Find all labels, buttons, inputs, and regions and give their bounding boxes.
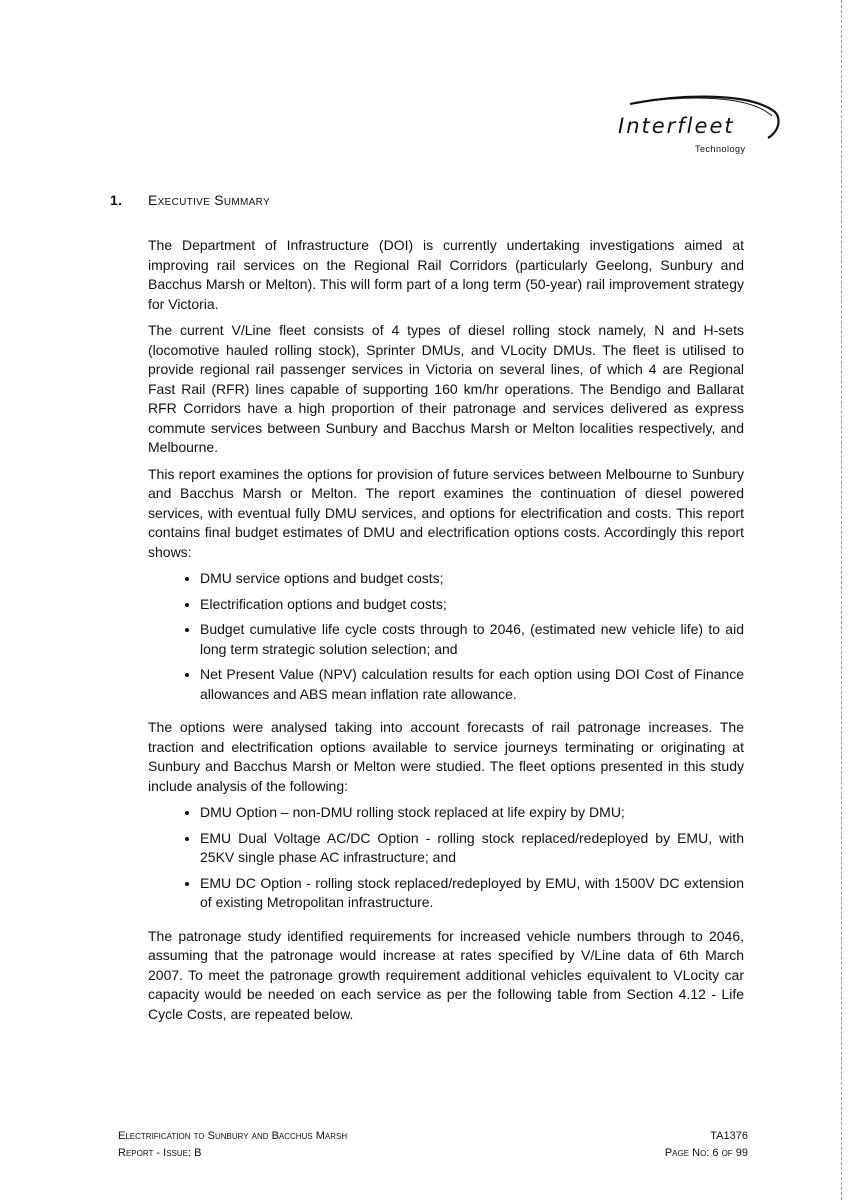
logo-wordmark: Interfleet: [618, 114, 735, 138]
list-item: • DMU service options and budget costs;: [200, 569, 744, 589]
list-item: • EMU DC Option - rolling stock replaced/redeployed by EMU, with 1500V DC extension of existing Metropolitan infrastructure.: [200, 874, 744, 913]
footer-left: [118, 1128, 347, 1162]
paragraph-patronage: The patronage study identified requirements for increased vehicle numbers through to 2046, assuming that the patronage would increase at rates specified by V/Line data of 6th March 2007. To meet the patronage growth requirement additional vehicles equivalent to VLocity car capacity would be needed on each service as per the following table from Section 4.12 - Life Cycle Costs, are repeated below.: [148, 927, 744, 1022]
interfleet-logo: [600, 90, 790, 160]
list-item: • DMU Option – non-DMU rolling stock replaced at life expiry by DMU;: [200, 803, 744, 823]
footer-page-number: Page No: 6 of 99: [664, 1147, 748, 1159]
list-item: • Electrification options and budget costs;: [200, 595, 744, 615]
paragraph-report-scope: This report examines the options for provision of future services between Melbourne to Sunbury and Bacchus Marsh or Melton. The report examines the continuation of diesel powered services, with eventual fully DMU services, and options for electrification and costs. This report contains final budget estimates of DMU and electrification options costs. Accordingly this report shows:: [148, 465, 744, 560]
paragraph-fleet: The current V/Line fleet consists of 4 types of diesel rolling stock namely, N and H-sets (locomotive hauled rolling stock), Sprinter DMUs, and VLocity DMUs. The fleet is utilised to provide regional rail passenger services in Victoria on several lines, of which 4 are Regional Fast Rail (RFR) lines capable of supporting 160 km/hr operations. The Bendigo and Ballarat RFR Corridors have a high proportion of their patronage and services delivered as express commute services between Sunbury and Bacchus Marsh or Melton localities respectively, and Melbourne.: [148, 322, 744, 455]
paragraph-options: The options were analysed taking into account forecasts of rail patronage increases. The traction and electrification options available to service journeys terminating or originating at Sunbury and Bacchus Marsh or Melton were studied. The fleet options presented in this study include analysis of the following:: [148, 719, 744, 794]
logo-subtitle: Technology: [695, 144, 746, 154]
report-contents-list: [148, 569, 744, 704]
list-item: • Net Present Value (NPV) calculation results for each option using DOI Cost of Finance allowances and ABS mean inflation rate allowance.: [200, 665, 744, 704]
footer-issue: Report - Issue: B: [118, 1147, 202, 1159]
section-heading: [110, 192, 270, 208]
fleet-options-list: [148, 803, 744, 913]
list-item: • EMU Dual Voltage AC/DC Option - rolling stock replaced/redeployed by EMU, with 25KV single phase AC infrastructure; and: [200, 829, 744, 868]
section-title: Executive Summary: [148, 192, 270, 208]
paragraph-intro: The Department of Infrastructure (DOI) is currently undertaking investigations aimed at improving rail services on the Regional Rail Corridors (particularly Geelong, Sunbury and Bacchus Marsh or Melton). This will form part of a long term (50-year) rail improvement strategy for Victoria.: [148, 237, 744, 312]
footer-right: [665, 1128, 748, 1162]
footer-report-title: Electrification to Sunbury and Bacchus Marsh: [118, 1130, 348, 1142]
footer-doc-number: TA1376: [710, 1130, 748, 1142]
list-item: • Budget cumulative life cycle costs through to 2046, (estimated new vehicle life) to aid long term strategic solution selection; and: [200, 620, 744, 659]
section-number: 1.: [110, 192, 123, 208]
page-edge-line: [840, 0, 842, 1200]
body-content: [148, 236, 744, 1031]
